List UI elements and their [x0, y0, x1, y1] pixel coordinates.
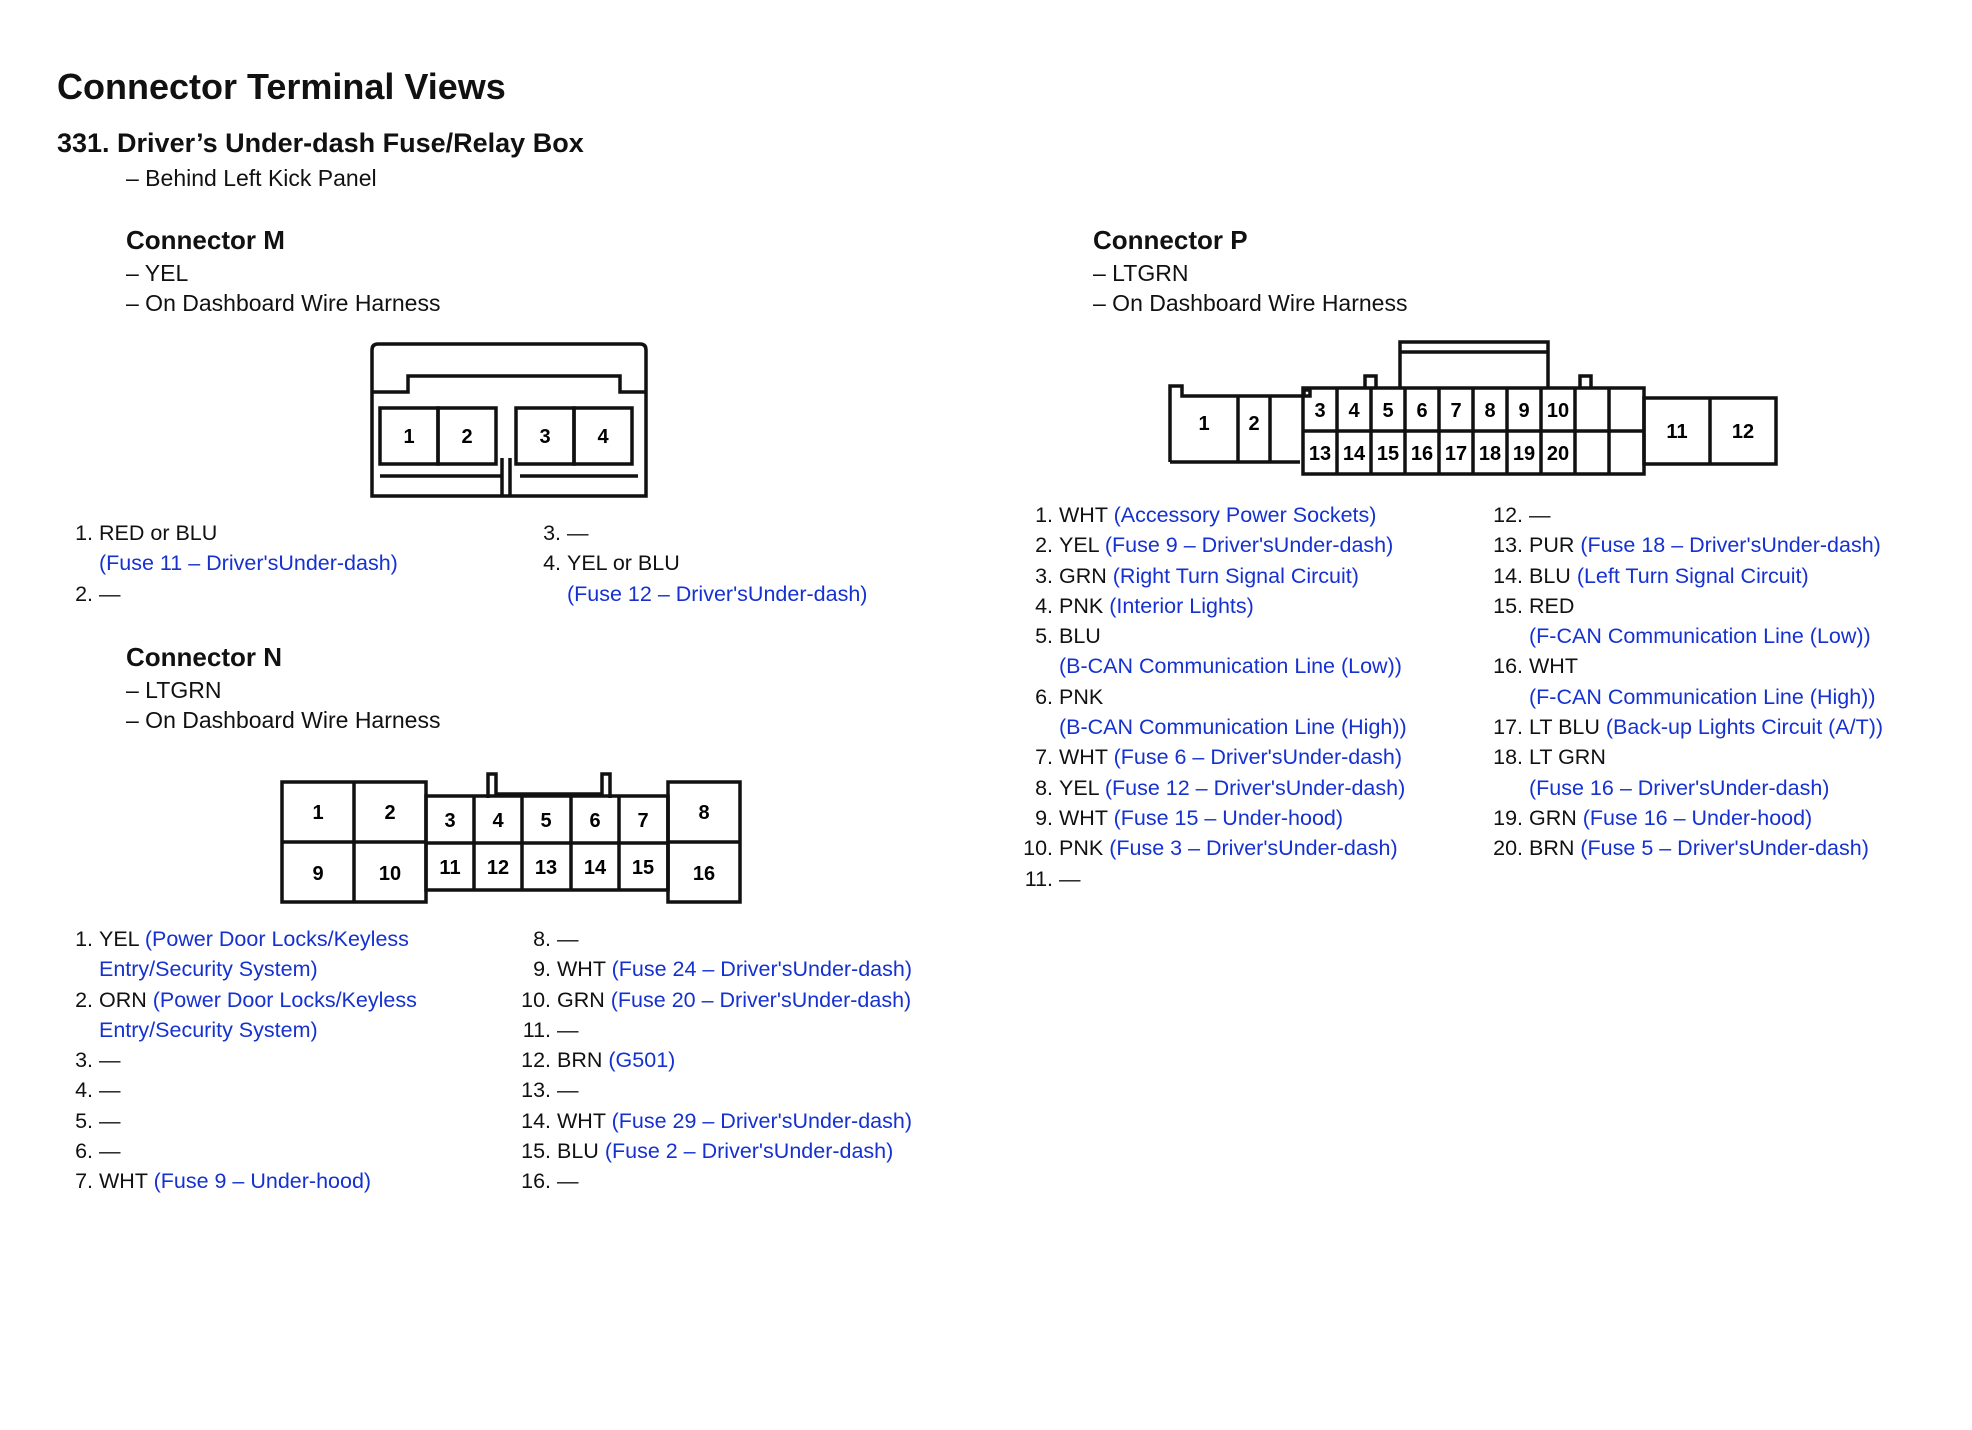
wire-color: BLU [1529, 563, 1571, 588]
pin-number: 17. [1493, 715, 1523, 740]
pin-number: 13. [521, 1078, 551, 1103]
pin-item [1490, 561, 1883, 591]
connector-n-terminal: 10 [378, 863, 402, 885]
pin-item [1490, 530, 1883, 560]
pin-number: 16. [521, 1169, 551, 1194]
circuit-reference-continued: (Fuse 12 – Driver'sUnder-dash) [567, 581, 868, 606]
wire-color: — [99, 1108, 121, 1133]
wire-color: WHT [1529, 654, 1578, 679]
connector-p-title: Connector P [1093, 225, 1248, 255]
pin-description [567, 548, 680, 578]
wire-color: ORN [99, 987, 147, 1012]
connector-p-terminal: 14 [1342, 443, 1366, 465]
connector-p-terminal: 20 [1546, 443, 1570, 465]
connector-p-terminal: 4 [1348, 400, 1360, 422]
pin-description [99, 985, 417, 1015]
pin-number: 16. [1493, 654, 1523, 679]
pin-description [567, 518, 589, 548]
pin-number: 2. [75, 987, 93, 1012]
pin-number: 4. [75, 1078, 93, 1103]
circuit-reference: (Fuse 16 – Under-hood) [1582, 805, 1813, 830]
wire-color: — [99, 1048, 121, 1073]
pin-number: 18. [1493, 745, 1523, 770]
pin-item [1020, 682, 1407, 712]
connector-n-title: Connector N [126, 642, 282, 672]
pin-item [518, 954, 912, 984]
connector-m-terminal: 4 [597, 426, 609, 448]
connector-p-terminal: 18 [1478, 443, 1502, 465]
pin-number: 11. [1024, 866, 1053, 891]
connector-n-terminal: 13 [534, 857, 558, 879]
pin-number: 15. [521, 1139, 551, 1164]
wire-color: WHT [557, 1108, 606, 1133]
pin-description [1529, 530, 1881, 560]
wire-color: LT BLU [1529, 715, 1600, 740]
connector-m-color: – YEL [126, 260, 189, 286]
wire-color: WHT [1059, 503, 1108, 527]
pin-number: 10. [521, 987, 551, 1012]
pin-description [1059, 682, 1103, 712]
wire-color: — [99, 1078, 121, 1103]
pin-item [1490, 803, 1883, 833]
pin-description [99, 1106, 121, 1136]
pin-description [1059, 530, 1393, 560]
circuit-reference: (Back-up Lights Circuit (A/T)) [1605, 715, 1884, 740]
pin-item [528, 518, 867, 548]
circuit-reference-continued: Entry/Security System) [99, 1017, 318, 1042]
wire-color: LT GRN [1529, 745, 1606, 770]
pin-number: 3. [1035, 563, 1053, 588]
circuit-reference: (Fuse 6 – Driver'sUnder-dash) [1113, 745, 1403, 770]
wire-color: YEL or BLU [567, 551, 680, 576]
pin-number: 14. [1493, 563, 1523, 588]
pin-number: 14. [521, 1108, 551, 1133]
circuit-reference-continued: (Fuse 16 – Driver'sUnder-dash) [1529, 775, 1830, 800]
circuit-reference: (Power Door Locks/Keyless [144, 927, 409, 951]
pin-item [60, 1166, 417, 1196]
pin-number: 2. [1035, 533, 1053, 558]
pin-description [99, 1075, 121, 1105]
pin-item [518, 924, 912, 954]
pin-item [1490, 833, 1883, 863]
pin-number: 5. [75, 1108, 93, 1133]
pin-number: 3. [543, 521, 561, 545]
wire-color: YEL [1059, 775, 1099, 800]
connector-p-terminal: 6 [1416, 400, 1428, 422]
pin-number: 6. [75, 1139, 93, 1164]
pin-description [99, 518, 217, 548]
pin-item [1020, 833, 1407, 863]
pin-description [557, 1166, 579, 1196]
pin-number: 20. [1493, 836, 1523, 861]
pin-item [60, 1136, 417, 1166]
pin-item [1490, 742, 1883, 772]
pin-item [1020, 773, 1407, 803]
pin-description [1059, 833, 1398, 863]
circuit-reference: (Right Turn Signal Circuit) [1112, 563, 1359, 588]
connector-p-terminal: 17 [1444, 443, 1468, 465]
pin-number: 9. [533, 957, 551, 982]
pin-description [99, 579, 121, 609]
connector-n-terminal: 6 [589, 810, 601, 832]
connector-n-terminal: 2 [384, 802, 396, 824]
wire-color: — [1059, 866, 1081, 891]
pin-description [557, 1045, 675, 1075]
pin-description [557, 924, 579, 954]
connector-p-color: – LTGRN [1093, 260, 1189, 286]
wire-color: WHT [1059, 745, 1108, 770]
circuit-reference-continued: (F-CAN Communication Line (Low)) [1529, 624, 1871, 649]
pin-item [518, 1015, 912, 1045]
pin-item [60, 579, 398, 609]
pin-description [1059, 742, 1402, 772]
connector-n-terminal: 12 [486, 857, 510, 879]
pin-number: 19. [1493, 805, 1523, 830]
circuit-reference: (Fuse 5 – Driver'sUnder-dash) [1580, 836, 1869, 861]
pin-number: 4. [1035, 593, 1053, 618]
connector-p-terminal: 19 [1512, 443, 1536, 465]
wire-color: GRN [557, 987, 605, 1012]
pin-item [528, 548, 867, 578]
pin-description [99, 1166, 371, 1196]
wire-color: — [99, 1139, 121, 1164]
pin-item [60, 924, 417, 954]
pin-item [518, 1045, 912, 1075]
circuit-reference-continued: (B-CAN Communication Line (High)) [1059, 715, 1407, 740]
pin-description [1529, 803, 1812, 833]
connector-p-terminal: 11 [1666, 421, 1688, 443]
circuit-reference: (Fuse 18 – Driver'sUnder-dash) [1580, 533, 1881, 558]
pin-description [1529, 651, 1578, 681]
wire-color: BRN [557, 1048, 603, 1073]
connector-p-terminal: 9 [1518, 400, 1530, 422]
pin-item [518, 1136, 912, 1166]
pin-description [557, 985, 911, 1015]
pin-description [557, 954, 912, 984]
pin-description [1529, 833, 1869, 863]
connector-p-pins-left [1020, 500, 1407, 894]
wire-color: YEL [99, 927, 139, 951]
pin-number: 4. [543, 551, 561, 576]
connector-p-terminal: 5 [1382, 400, 1394, 422]
connector-p-pins-right [1490, 500, 1883, 864]
section-location: – Behind Left Kick Panel [126, 165, 377, 191]
pin-description [99, 1136, 121, 1166]
connector-n-terminal: 9 [312, 863, 324, 885]
pin-item [1020, 803, 1407, 833]
circuit-reference: (Fuse 12 – Driver'sUnder-dash) [1104, 775, 1406, 800]
pin-item [518, 1166, 912, 1196]
pin-item [1490, 500, 1883, 530]
wire-color: BRN [1529, 836, 1575, 861]
connector-p-terminal: 12 [1731, 421, 1755, 443]
pin-number: 12. [1493, 503, 1523, 527]
connector-m-title: Connector M [126, 225, 285, 255]
wire-color: GRN [1059, 563, 1107, 588]
wire-color: PNK [1059, 593, 1104, 618]
pin-description [1529, 500, 1551, 530]
wire-color: — [557, 927, 579, 951]
wire-color: RED or BLU [99, 521, 218, 545]
connector-n-pins-right [518, 924, 912, 1197]
pin-number: 11. [522, 1017, 551, 1042]
pin-description [99, 1045, 121, 1075]
pin-number: 12. [521, 1048, 551, 1073]
connector-n-terminal: 3 [444, 810, 456, 832]
pin-number: 8. [533, 927, 551, 951]
connector-p-harness: – On Dashboard Wire Harness [1093, 290, 1408, 316]
pin-number: 9. [1035, 805, 1053, 830]
connector-p-terminal: 7 [1450, 400, 1462, 422]
circuit-reference: (Interior Lights) [1109, 593, 1254, 618]
wire-color: GRN [1529, 805, 1577, 830]
pin-item [518, 1106, 912, 1136]
pin-number: 7. [1035, 745, 1053, 770]
pin-number: 1. [1035, 503, 1053, 527]
connector-p-terminal: 8 [1484, 400, 1496, 422]
circuit-reference: (Fuse 24 – Driver'sUnder-dash) [611, 957, 912, 982]
pin-description [1059, 864, 1081, 894]
connector-n-harness: – On Dashboard Wire Harness [126, 707, 441, 733]
wire-color: — [557, 1017, 579, 1042]
circuit-reference-continued: (B-CAN Communication Line (Low)) [1059, 654, 1402, 679]
circuit-reference: (Fuse 9 – Under-hood) [153, 1169, 372, 1194]
pin-item [1020, 742, 1407, 772]
pin-description [1529, 591, 1574, 621]
pin-item [518, 985, 912, 1015]
page-title: Connector Terminal Views [57, 66, 506, 107]
pin-item [60, 518, 398, 548]
connector-n-pins-left [60, 924, 417, 1197]
wire-color: WHT [557, 957, 606, 982]
pin-item [1020, 500, 1407, 530]
circuit-reference: (Fuse 15 – Under-hood) [1113, 805, 1344, 830]
pin-description [1529, 561, 1809, 591]
pin-item [1490, 651, 1883, 681]
pin-description [1059, 500, 1376, 530]
connector-p-terminal: 2 [1248, 413, 1260, 435]
connector-p-terminal: 15 [1376, 443, 1400, 465]
wire-color: WHT [99, 1169, 148, 1194]
connector-m-harness: – On Dashboard Wire Harness [126, 290, 441, 316]
wire-color: — [557, 1078, 579, 1103]
pin-number: 13. [1493, 533, 1523, 558]
pin-number: 15. [1493, 593, 1523, 618]
connector-n-terminal: 11 [439, 857, 461, 879]
circuit-reference: (Left Turn Signal Circuit) [1576, 563, 1809, 588]
pin-description [557, 1106, 912, 1136]
wire-color: PNK [1059, 836, 1104, 861]
wire-color: BLU [557, 1139, 599, 1164]
circuit-reference: (G501) [608, 1048, 676, 1073]
pin-number: 8. [1035, 775, 1053, 800]
circuit-reference: (Fuse 2 – Driver'sUnder-dash) [604, 1139, 894, 1164]
pin-number: 1. [75, 927, 93, 951]
wire-color: WHT [1059, 805, 1108, 830]
pin-item [1490, 591, 1883, 621]
pin-description [1059, 803, 1343, 833]
wire-color: PNK [1059, 684, 1104, 709]
circuit-reference: (Fuse 29 – Driver'sUnder-dash) [611, 1108, 912, 1133]
connector-n-terminal: 5 [540, 810, 552, 832]
pin-number: 3. [75, 1048, 93, 1073]
pin-item [1020, 530, 1407, 560]
pin-item [60, 985, 417, 1015]
pin-item [1020, 591, 1407, 621]
pin-description [1059, 773, 1405, 803]
connector-n-terminal: 4 [492, 810, 504, 832]
pin-item [1020, 561, 1407, 591]
connector-p-terminal: 10 [1546, 400, 1570, 422]
pin-description [1529, 712, 1883, 742]
pin-description [557, 1015, 579, 1045]
circuit-reference-continued: (F-CAN Communication Line (High)) [1529, 684, 1876, 709]
wire-color: — [1529, 503, 1551, 527]
pin-description [557, 1075, 579, 1105]
wire-color: PUR [1529, 533, 1575, 558]
connector-p-diagram [1160, 332, 1800, 482]
connector-n-terminal: 1 [312, 802, 324, 824]
connector-n-diagram [270, 750, 750, 910]
pin-number: 5. [1035, 624, 1053, 649]
pin-number: 7. [75, 1169, 93, 1194]
connector-n-terminal: 14 [583, 857, 607, 879]
connector-m-terminal: 3 [539, 426, 551, 448]
pin-number: 2. [75, 581, 93, 606]
pin-item [60, 1075, 417, 1105]
connector-n-terminal: 15 [631, 857, 655, 879]
pin-item [1490, 712, 1883, 742]
connector-m-pins-right [528, 518, 867, 609]
pin-number: 1. [75, 521, 93, 545]
pin-description [557, 1136, 893, 1166]
pin-item [518, 1075, 912, 1105]
circuit-reference: (Fuse 20 – Driver'sUnder-dash) [610, 987, 912, 1012]
pin-description [1529, 742, 1606, 772]
pin-number: 10. [1023, 836, 1053, 861]
connector-m-terminal: 2 [461, 426, 473, 448]
circuit-reference-continued: Entry/Security System) [99, 957, 318, 982]
circuit-reference: (Fuse 3 – Driver'sUnder-dash) [1109, 836, 1398, 861]
circuit-reference: (Fuse 9 – Driver'sUnder-dash) [1104, 533, 1394, 558]
connector-p-terminal: 3 [1314, 400, 1326, 422]
connector-m-terminal: 1 [403, 426, 415, 448]
pin-description [1059, 561, 1359, 591]
pin-item [1020, 621, 1407, 651]
connector-p-terminal: 16 [1410, 443, 1434, 465]
circuit-reference: (Power Door Locks/Keyless [152, 987, 417, 1012]
wire-color: RED [1529, 593, 1575, 618]
wire-color: — [557, 1169, 579, 1194]
wire-color: YEL [1059, 533, 1099, 558]
pin-description [1059, 621, 1101, 651]
pin-description [99, 924, 409, 954]
connector-n-terminal: 16 [692, 863, 716, 885]
circuit-reference-continued: (Fuse 11 – Driver'sUnder-dash) [99, 551, 398, 576]
connector-m-diagram [360, 340, 660, 500]
wire-color: — [567, 521, 589, 545]
connector-n-terminal: 7 [637, 810, 649, 832]
wire-color: BLU [1059, 624, 1101, 649]
circuit-reference: (Accessory Power Sockets) [1113, 503, 1377, 527]
connector-p-terminal: 13 [1308, 443, 1332, 465]
pin-item [1020, 864, 1407, 894]
connector-n-color: – LTGRN [126, 677, 222, 703]
section-heading: 331. Driver’s Under-dash Fuse/Relay Box [57, 128, 584, 158]
pin-item [60, 1106, 417, 1136]
pin-number: 6. [1035, 684, 1053, 709]
pin-item [60, 1045, 417, 1075]
connector-m-pins-left [60, 518, 398, 609]
wire-color: — [99, 581, 121, 606]
connector-n-terminal: 8 [698, 802, 710, 824]
connector-p-terminal: 1 [1198, 413, 1210, 435]
pin-description [1059, 591, 1254, 621]
